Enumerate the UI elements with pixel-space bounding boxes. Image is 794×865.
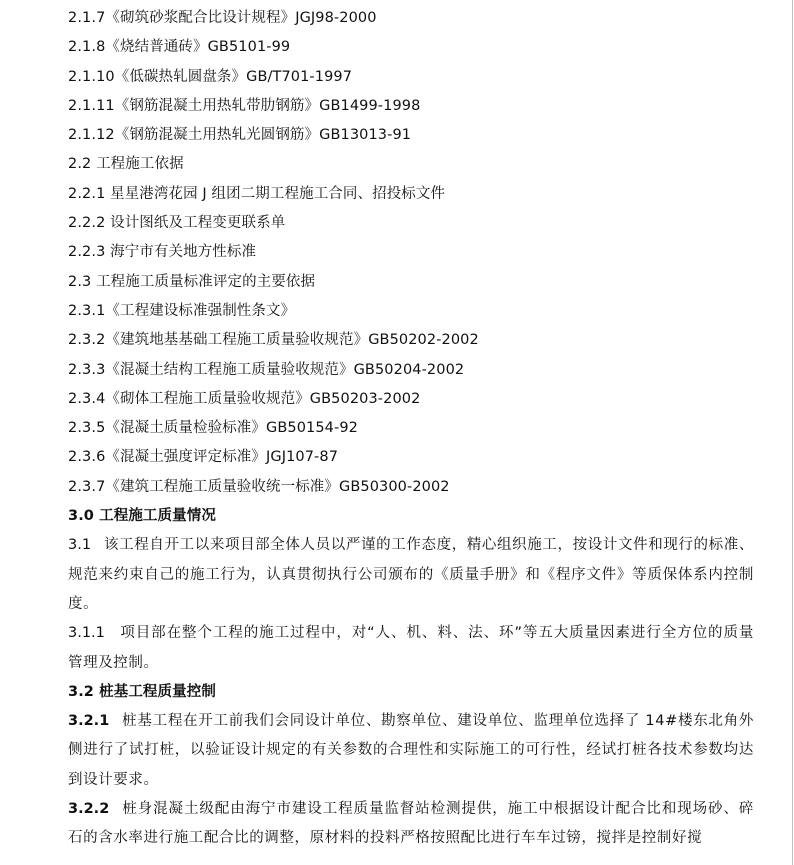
basis-item: 2.2.3 海宁市有关地方性标准 <box>68 244 257 261</box>
document-body <box>68 4 754 854</box>
section-heading-2-2: 2.2 工程施工依据 <box>68 156 184 173</box>
paragraph-number: 3.1.1 <box>68 625 105 642</box>
spec-item: 2.1.11《钢筋混凝土用热轧带肋钢筋》GB1499-1998 <box>68 97 421 114</box>
basis-item: 2.2.2 设计图纸及工程变更联系单 <box>68 215 286 232</box>
paragraph-3-2-2 <box>68 795 754 854</box>
spec-item: 2.1.7《砌筑砂浆配合比设计规程》JGJ98-2000 <box>68 10 377 26</box>
standard-item: 2.3.3《混凝土结构工程施工质量验收规范》GB50204-2002 <box>68 361 465 378</box>
section-heading-3-2: 3.2 桩基工程质量控制 <box>68 683 216 700</box>
paragraph-text: 项目部在整个工程的施工过程中，对“人、机、料、法、环”等五大质量因素进行全方位的质量管理及控制。 <box>68 625 754 671</box>
spec-item: 2.1.12《钢筋混凝土用热轧光圆钢筋》GB13013-91 <box>68 127 412 144</box>
standard-item: 2.3.2《建筑地基基础工程施工质量验收规范》GB50202-2002 <box>68 332 479 349</box>
page-edge-rule <box>792 0 793 865</box>
standard-item: 2.3.7《建筑工程施工质量验收统一标准》GB50300-2002 <box>68 478 450 495</box>
paragraph-text: 该工程自开工以来项目部全体人员以严谨的工作态度，精心组织施工，按设计文件和现行的标准、规范来约束自己的施工行为，认真贯彻执行公司颁布的《质量手册》和《程序文件》等质保体系内控制度。 <box>68 537 754 612</box>
standard-item: 2.3.6《混凝土强度评定标准》JGJ107-87 <box>68 449 339 466</box>
standard-item: 2.3.4《砌体工程施工质量验收规范》GB50203-2002 <box>68 390 421 407</box>
paragraph-number: 3.2.2 <box>68 801 110 818</box>
section-heading-3-0: 3.0 工程施工质量情况 <box>68 508 216 525</box>
standard-item: 2.3.1《工程建设标准强制性条文》 <box>68 302 296 319</box>
paragraph-number: 3.2.1 <box>68 713 110 730</box>
paragraph-3-1-1 <box>68 619 754 678</box>
spec-item: 2.1.10《低碳热轧圆盘条》GB/T701-1997 <box>68 68 353 85</box>
standard-item: 2.3.5《混凝土质量检验标准》GB50154-92 <box>68 420 358 437</box>
paragraph-text: 桩身混凝土级配由海宁市建设工程质量监督站检测提供，施工中根据设计配合比和现场砂、碎石的含水率进行施工配合比的调整，原材料的投料严格按照配比进行车车过镑，搅拌是控制好搅 <box>68 801 754 847</box>
basis-item: 2.2.1 星星港湾花园 J 组团二期工程施工合同、招投标文件 <box>68 185 446 202</box>
spec-item: 2.1.8《烧结普通砖》GB5101-99 <box>68 39 291 56</box>
paragraph-3-1 <box>68 531 754 619</box>
paragraph-3-2-1 <box>68 707 754 795</box>
section-heading-2-3: 2.3 工程施工质量标准评定的主要依据 <box>68 273 316 290</box>
paragraph-text: 桩基工程在开工前我们会同设计单位、勘察单位、建设单位、监理单位选择了 14#楼东北角外侧进行了试打桩，以验证设计规定的有关参数的合理性和实际施工的可行性，经试打桩各技术参数均达到设计要求。 <box>68 713 754 788</box>
paragraph-number: 3.1 <box>68 537 92 554</box>
